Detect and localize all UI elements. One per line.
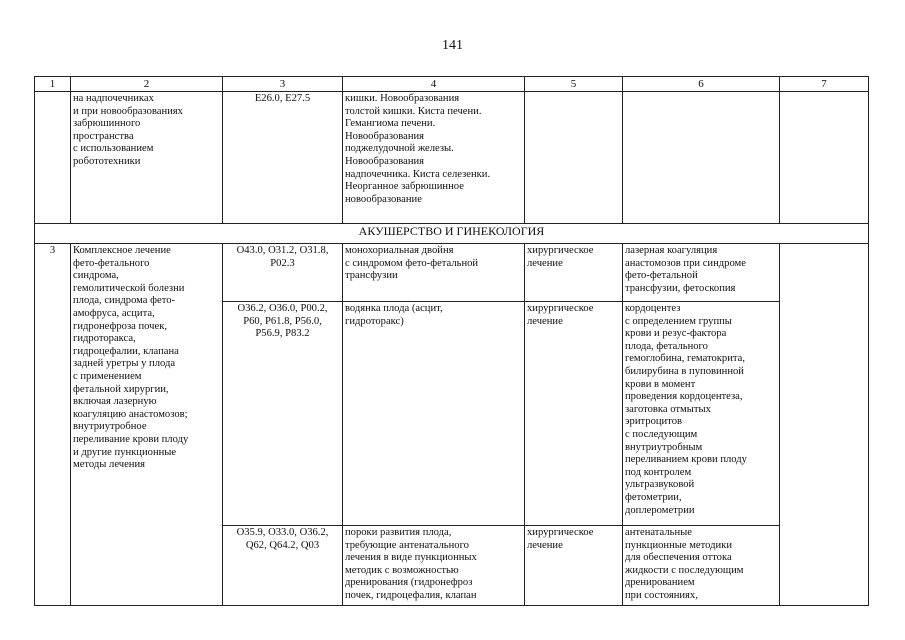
continuation-name-cell: на надпочечниках и при новообразованиях забрюшинного пространства с использованием робототехники	[71, 92, 223, 224]
codes-cell-1: O43.0, O31.2, O31.8, P02.3	[223, 244, 343, 302]
section-title: АКУШЕРСТВО И ГИНЕКОЛОГИЯ	[35, 224, 869, 244]
group-extra-cell	[780, 244, 869, 606]
continuation-extra-cell	[780, 92, 869, 224]
codes-cell-3: O35.9, O33.0, O36.2, Q62, Q64.2, Q03	[223, 526, 343, 606]
column-number-2: 2	[71, 77, 223, 92]
column-number-5: 5	[525, 77, 623, 92]
group-number: 3	[35, 244, 71, 606]
continuation-row	[35, 92, 869, 224]
treatment-cell-2: хирургическое лечение	[525, 302, 623, 526]
column-number-4: 4	[343, 77, 525, 92]
method-cell-3: антенатальные пункционные методики для обеспечения оттока жидкости с последующим дренированием при состояниях,	[623, 526, 780, 606]
continuation-number-cell	[35, 92, 71, 224]
continuation-treatment-cell	[525, 92, 623, 224]
method-cell-2: кордоцентез с определением группы крови и резус-фактора плода, фетального гемоглобина, гематокрита, билирубина в пуповинной крови в момент проведения кордоцентеза, заготовка отмытых эритроцитов с последующим внутриутробным переливанием крови плоду под контролем ультразвуковой фетометрии, доплерометрии	[623, 302, 780, 526]
column-number-7: 7	[780, 77, 869, 92]
column-number-3: 3	[223, 77, 343, 92]
model-cell-3: пороки развития плода, требующие антенатального лечения в виде пункционных методик с возможностью дренирования (гидронефроз почек, гидроцефалия, клапан	[343, 526, 525, 606]
column-number-row	[35, 77, 869, 92]
group-row-1	[35, 244, 869, 302]
continuation-model-cell: кишки. Новообразования толстой кишки. Киста печени. Гемангиома печени. Новообразования поджелудочной железы. Новообразования надпочечника. Киста селезенки. Неорганное забрюшинное новообразование	[343, 92, 525, 224]
continuation-method-cell	[623, 92, 780, 224]
column-number-1: 1	[35, 77, 71, 92]
group-name: Комплексное лечение фето-фетального синдрома, гемолитической болезни плода, синдрома фето- амофруса, асцита, гидронефроза почек, гидроторакса, гидроцефалии, клапана задней уретры у плода с применением фетальной хирургии, включая лазерную коагуляцию анастомозов; внутриутробное переливание крови плоду и другие пункционные методы лечения	[71, 244, 223, 606]
model-cell-1: монохориальная двойня с синдромом фето-фетальной трансфузии	[343, 244, 525, 302]
codes-cell-2: O36.2, O36.0, P00.2, P60, P61.8, P56.0, P56.9, P83.2	[223, 302, 343, 526]
section-row	[35, 224, 869, 244]
care-types-table	[34, 76, 869, 606]
model-cell-2: водянка плода (асцит, гидроторакс)	[343, 302, 525, 526]
treatment-cell-3: хирургическое лечение	[525, 526, 623, 606]
column-number-6: 6	[623, 77, 780, 92]
treatment-cell-1: хирургическое лечение	[525, 244, 623, 302]
page-number: 141	[442, 38, 463, 53]
continuation-codes-cell: E26.0, E27.5	[223, 92, 343, 224]
method-cell-1: лазерная коагуляция анастомозов при синдроме фето-фетальной трансфузии, фетоскопия	[623, 244, 780, 302]
